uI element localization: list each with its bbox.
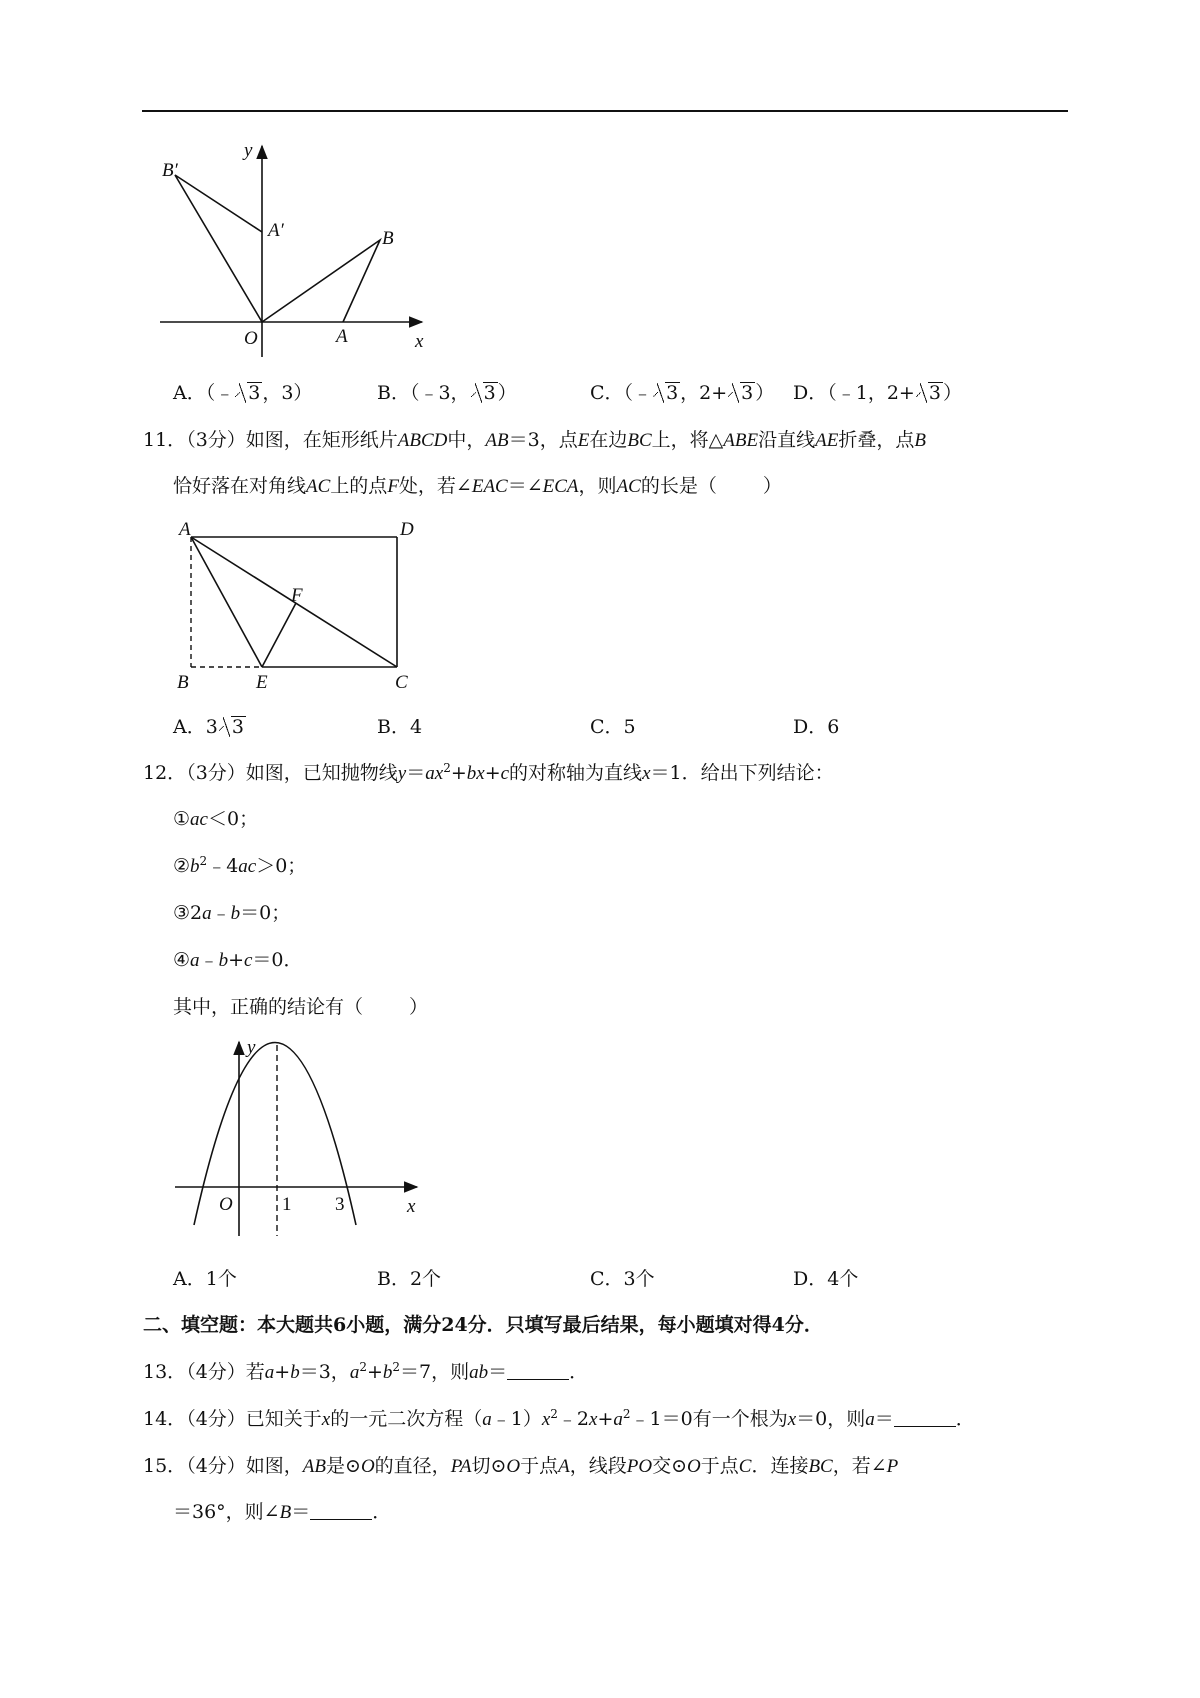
question-score: （3分） [186,762,246,784]
q15-stem-line2: ＝36°，则∠B＝ ． [173,1501,392,1523]
q10-option-a[interactable]: A．（﹣ 3 ，3） [173,382,313,404]
option-letter: B． [377,716,410,738]
option-letter: C． [590,1268,624,1290]
q10-option-b[interactable]: B．（﹣3， 3 ） [377,382,517,404]
q12-label-y: y [247,1037,256,1058]
question-number: 13． [143,1361,187,1383]
q12-stem: 12．（3分）如图，已知抛物线$y=ax^2+bx+c$的对称轴为直线x＝1．给出下列结论： [143,761,834,784]
q11-label-e: E [256,672,268,693]
question-score: （3分） [186,429,246,451]
question-number: 11． [143,429,187,451]
q10-label-a-prime: A′ [268,220,284,241]
q12-conclusion-2: $②b^2﹣4ac>0$； [173,854,307,877]
sqrt-symbol: 3 [471,381,498,405]
q12-option-d[interactable]: D．4个 [793,1268,859,1290]
sqrt-symbol: 3 [235,381,262,405]
q10-triangle-oab-prime [175,175,262,322]
q12-option-b[interactable]: B．2个 [377,1268,442,1290]
q10-label-y: y [244,140,253,161]
q15-stem-line1: 15．（4分）如图，AB是⊙O的直径，PA切⊙O于点A，线段PO交⊙O于点C．连接BC，若∠P [143,1455,899,1477]
q11-option-b[interactable]: B．4 [377,716,423,738]
sqrt-symbol: 3 [916,381,943,405]
q10-option-d[interactable]: D．（﹣1，2+ 3 ） [793,382,962,404]
sqrt-symbol: 3 [219,715,246,739]
q11-label-a: A [179,519,191,540]
q11-label-c: C [395,672,408,693]
question-number: 15． [143,1455,187,1477]
q12-conclusion-1: ①ac＜0； [173,808,259,830]
option-letter: B． [377,382,410,404]
option-letter: D． [793,1268,828,1290]
question-score: （4分） [186,1455,246,1477]
option-letter: D． [793,382,828,404]
sqrt-symbol: 3 [653,381,680,405]
q11-figure [175,515,425,695]
option-letter: D． [793,716,828,738]
option-letter: A． [173,382,206,404]
q12-option-c[interactable]: C．3个 [590,1268,655,1290]
q11-option-a[interactable]: A．3 3 [173,716,244,738]
q10-label-b: B [382,228,394,249]
question-number: 14． [143,1408,187,1430]
q12-label-o: O [219,1194,233,1215]
q11-stem-line1: 11．（3分）如图，在矩形纸片ABCD中，AB＝3，点E在边BC上，将△ABE沿直线AE折叠，点B [143,429,926,451]
sqrt-symbol: 3 [728,381,755,405]
q10-label-b-prime: B′ [162,160,178,181]
q11-label-b: B [177,672,189,693]
q10-label-x: x [415,331,424,352]
q10-option-c[interactable]: C．（﹣ 3 ，2+ 3 ） [590,382,775,404]
q14-stem: 14．（4分）已知关于x的一元二次方程$(a﹣1)x^2﹣2x+a^2﹣1=0$有一个根为x＝0，则a＝ ． [143,1407,975,1430]
q12-conclusion-3: ③2a﹣b＝0； [173,902,291,924]
option-letter: A． [173,716,206,738]
q11-option-d[interactable]: D．6 [793,716,840,738]
section-heading-fill-in: 二、填空题：本大题共6小题，满分24分．只填写最后结果，每小题填对得4分． [143,1314,823,1336]
option-letter: C． [590,382,624,404]
q11-label-f: F [291,585,303,606]
q12-figure [175,1037,425,1245]
q12-conclusion-4: ④a﹣b+c＝0． [173,949,303,971]
q12-option-a[interactable]: A．1个 [173,1268,237,1290]
q11-stem-line2: 恰好落在对角线AC上的点F处，若∠EAC＝∠ECA，则AC的长是（ ） [173,475,782,497]
q12-label-3: 3 [335,1194,345,1215]
q12-label-1: 1 [282,1194,292,1215]
question-score: （4分） [186,1361,246,1383]
question-number: 12． [143,762,187,784]
q11-fold-ae [191,537,262,667]
q10-figure [160,140,440,355]
q12-label-x: x [407,1196,416,1217]
q13-answer-blank[interactable] [507,1361,569,1380]
q14-answer-blank[interactable] [894,1408,956,1427]
option-letter: B． [377,1268,410,1290]
question-score: （4分） [186,1408,246,1430]
q11-segment-ef [262,603,296,667]
q11-label-d: D [400,519,414,540]
option-letter: C． [590,716,624,738]
q12-question: 其中，正确的结论有（ ） [173,996,429,1018]
q10-triangle-oab [262,240,380,322]
q10-label-a: A [336,326,348,347]
q15-answer-blank[interactable] [310,1501,372,1520]
q13-stem: 13．（4分）若a+b＝3，$a^2+b^2=7$，则ab＝ ． [143,1360,589,1383]
header-rule [142,110,1068,112]
q10-label-o: O [244,328,258,349]
q11-option-c[interactable]: C．5 [590,716,636,738]
option-letter: A． [173,1268,206,1290]
